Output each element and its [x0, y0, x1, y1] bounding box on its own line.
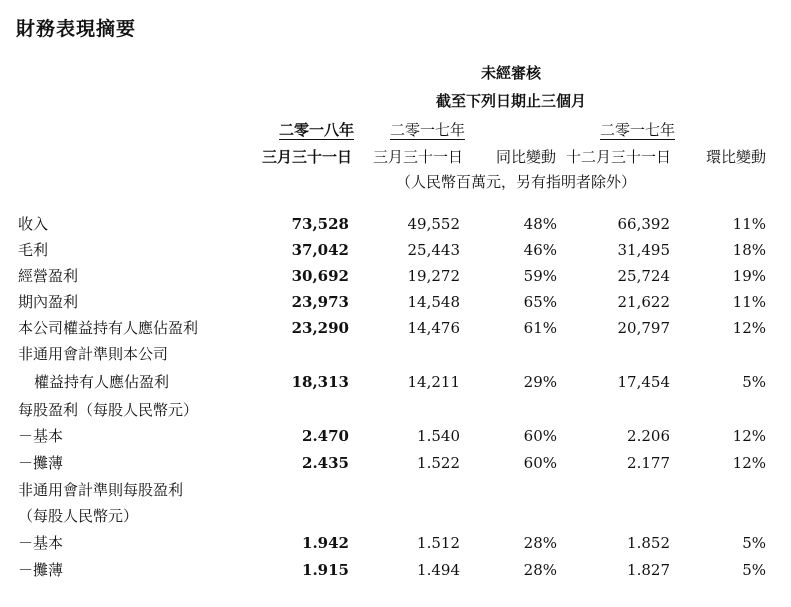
page-title: 財務表現摘要: [16, 18, 137, 40]
row-label: －基本: [18, 427, 64, 445]
value-2017-q1: 1.512: [417, 534, 460, 552]
unaudited-heading: 未經審核: [481, 64, 542, 82]
value-qoq-change: 5%: [742, 534, 766, 552]
table-row: [0, 369, 791, 395]
col3-header: 同比變動: [496, 148, 557, 166]
value-2017-q1: 1.494: [417, 561, 460, 579]
value-qoq-change: 5%: [742, 561, 766, 579]
value-2017-q4: 2.206: [627, 427, 670, 445]
row-label: －攤薄: [18, 561, 64, 579]
value-yoy-change: 28%: [523, 534, 557, 552]
value-2017-q1: 14,211: [407, 373, 460, 391]
table-row: [0, 503, 791, 529]
value-2017-q1: 49,552: [407, 215, 460, 233]
value-qoq-change: 5%: [742, 373, 766, 391]
value-2017-q4: 25,724: [617, 267, 670, 285]
row-label: 非通用會計準則本公司: [18, 345, 169, 363]
col5-header: 環比變動: [706, 148, 767, 166]
row-label: －攤薄: [18, 454, 64, 472]
value-yoy-change: 60%: [523, 454, 557, 472]
table-row: [0, 315, 791, 341]
row-label: 每股盈利（每股人民幣元）: [18, 401, 199, 419]
col1-header-year: 二零一八年: [279, 121, 355, 139]
value-qoq-change: 18%: [732, 241, 766, 259]
col4-header-year: 二零一七年: [600, 121, 676, 139]
value-2017-q4: 1.827: [627, 561, 670, 579]
value-2017-q4: 2.177: [627, 454, 670, 472]
value-yoy-change: 65%: [523, 293, 557, 311]
table-row: [0, 530, 791, 556]
col1-header-date: 三月三十一日: [262, 148, 353, 166]
row-label: 收入: [18, 215, 49, 233]
value-yoy-change: 61%: [523, 319, 557, 337]
value-qoq-change: 12%: [732, 427, 766, 445]
table-row: [0, 557, 791, 583]
row-label: 經營盈利: [18, 267, 79, 285]
col2-header-date: 三月三十一日: [373, 148, 464, 166]
value-2018-q1: 30,692: [291, 267, 349, 285]
value-qoq-change: 12%: [732, 319, 766, 337]
table-row: [0, 341, 791, 367]
value-2017-q1: 14,476: [407, 319, 460, 337]
value-2017-q1: 19,272: [407, 267, 460, 285]
table-row: [0, 450, 791, 476]
row-label: 本公司權益持有人應佔盈利: [18, 319, 199, 337]
table-row: [0, 397, 791, 423]
value-qoq-change: 19%: [732, 267, 766, 285]
value-2017-q4: 1.852: [627, 534, 670, 552]
table-row: [0, 477, 791, 503]
value-2018-q1: 18,313: [291, 373, 349, 391]
value-2018-q1: 23,290: [291, 319, 349, 337]
table-row: [0, 211, 791, 237]
value-2017-q4: 66,392: [617, 215, 670, 233]
value-2017-q4: 31,495: [617, 241, 670, 259]
value-2018-q1: 73,528: [291, 215, 349, 233]
table-row: [0, 237, 791, 263]
col4-header-date: 十二月三十一日: [566, 148, 672, 166]
value-qoq-change: 11%: [732, 215, 766, 233]
value-yoy-change: 28%: [523, 561, 557, 579]
table-row: [0, 263, 791, 289]
value-qoq-change: 11%: [732, 293, 766, 311]
value-yoy-change: 46%: [523, 241, 557, 259]
value-2018-q1: 23,973: [291, 293, 349, 311]
value-2017-q1: 1.540: [417, 427, 460, 445]
row-label: 權益持有人應佔盈利: [34, 373, 170, 391]
table-row: [0, 423, 791, 449]
value-2017-q4: 17,454: [617, 373, 670, 391]
value-qoq-change: 12%: [732, 454, 766, 472]
value-yoy-change: 48%: [523, 215, 557, 233]
value-2018-q1: 1.915: [302, 561, 349, 579]
row-label: －基本: [18, 534, 64, 552]
value-2017-q1: 25,443: [407, 241, 460, 259]
unit-note: （人民幣百萬元，另有指明者除外）: [396, 173, 637, 191]
row-label: （每股人民幣元）: [18, 507, 139, 525]
value-2018-q1: 1.942: [302, 534, 349, 552]
period-heading: 截至下列日期止三個月: [436, 92, 587, 110]
value-2018-q1: 2.470: [302, 427, 349, 445]
value-2017-q4: 20,797: [617, 319, 670, 337]
value-2017-q4: 21,622: [617, 293, 670, 311]
value-2018-q1: 2.435: [302, 454, 349, 472]
value-2018-q1: 37,042: [291, 241, 349, 259]
value-yoy-change: 60%: [523, 427, 557, 445]
table-row: [0, 289, 791, 315]
row-label: 毛利: [18, 241, 49, 259]
value-2017-q1: 14,548: [407, 293, 460, 311]
row-label: 非通用會計準則每股盈利: [18, 481, 184, 499]
value-yoy-change: 29%: [523, 373, 557, 391]
row-label: 期內盈利: [18, 293, 79, 311]
value-yoy-change: 59%: [523, 267, 557, 285]
col2-header-year: 二零一七年: [390, 121, 466, 139]
value-2017-q1: 1.522: [417, 454, 460, 472]
